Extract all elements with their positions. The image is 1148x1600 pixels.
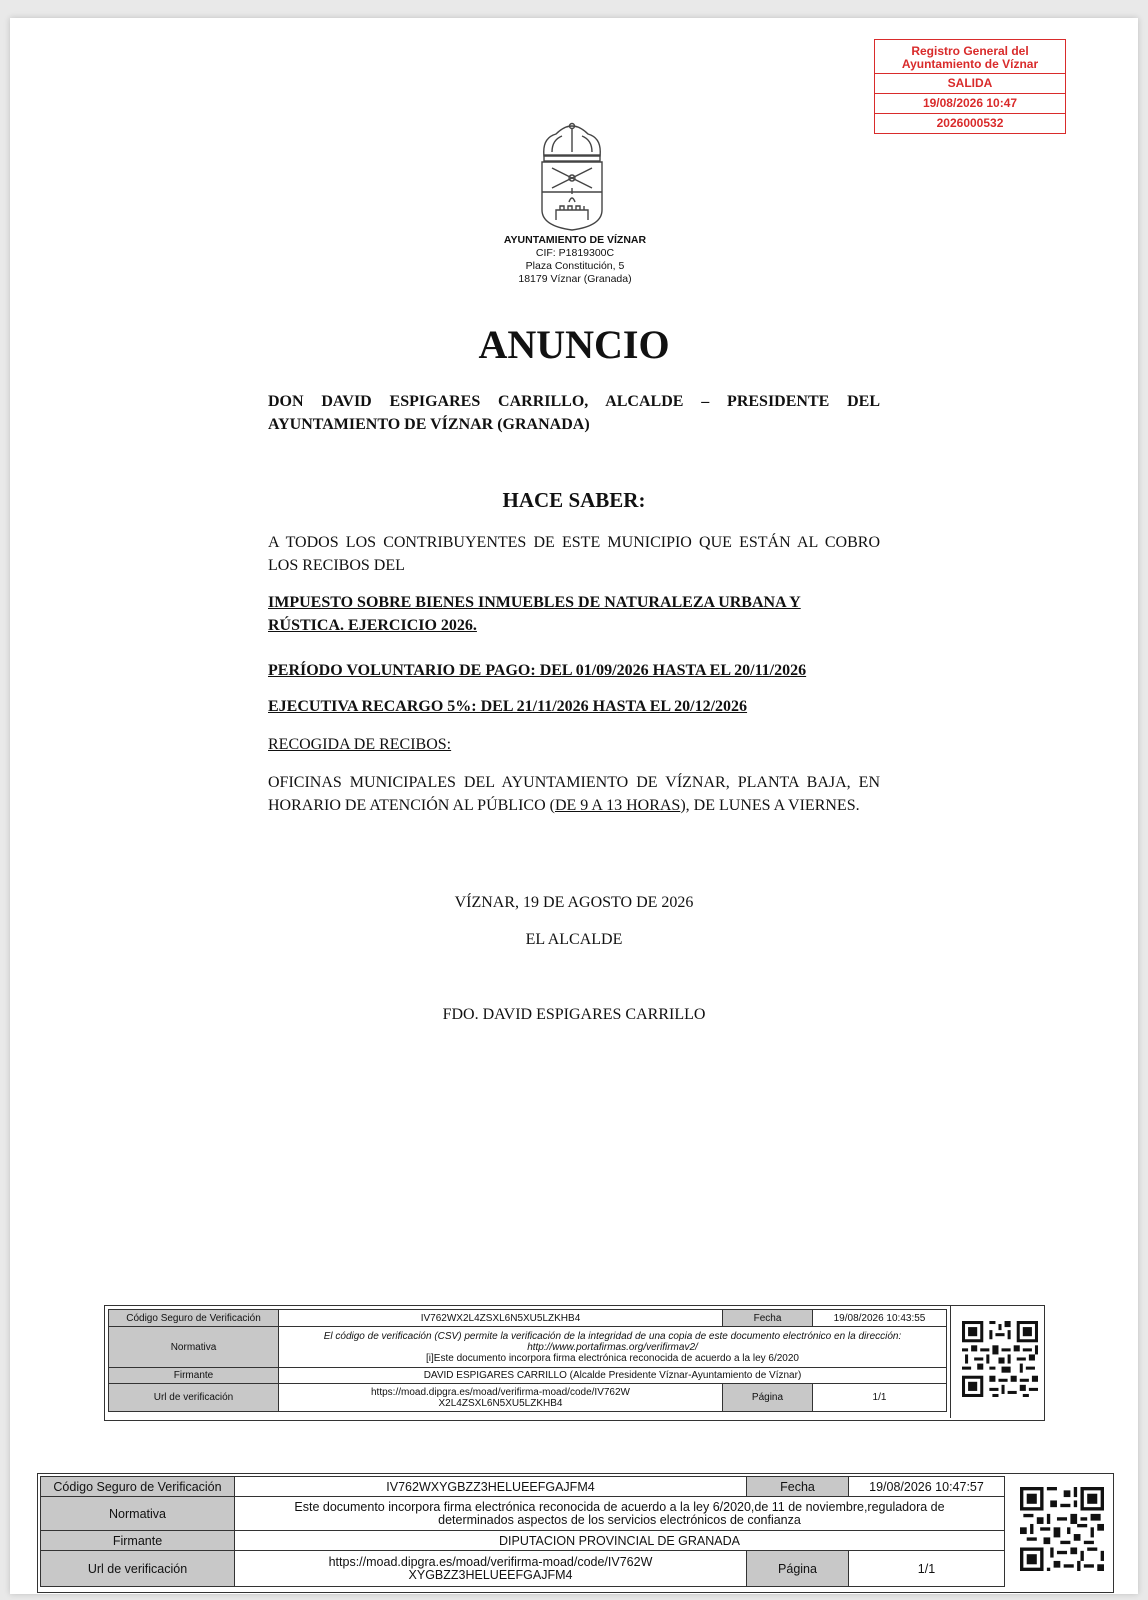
fecha-label: Fecha [747,1477,849,1497]
url-value[interactable]: https://moad.dipgra.es/moad/verifirma-moad/code/IV762WXYGBZZ3HELUEEFGAJFM4 [235,1551,747,1587]
signature-line: FDO. DAVID ESPIGARES CARRILLO [442,1006,706,1023]
hace-saber-heading: HACE SABER: [502,488,646,512]
fecha-label: Fecha [723,1310,813,1327]
place-date: VÍZNAR, 19 DE AGOSTO DE 2026 [454,894,694,911]
stamp-type: SALIDA [875,73,1065,93]
qr-divider [950,1306,951,1418]
org-cif: CIF: P1819300C [535,247,615,259]
url-label: Url de verificación [109,1384,279,1412]
org-city: 18179 Víznar (Granada) [518,273,632,285]
issuer-line: DON DAVID ESPIGARES CARRILLO, ALCALDE – PRESIDENTE DEL AYUNTAMIENTO DE VÍZNAR (GRANADA) [268,393,880,433]
qr-code-icon [1020,1487,1104,1571]
normativa-label: Normativa [41,1497,235,1531]
firmante-label: Firmante [41,1531,235,1551]
org-name: AYUNTAMIENTO DE VÍZNAR [503,234,647,246]
tax-title: IMPUESTO SOBRE BIENES INMUEBLES DE NATURALEZA URBANA Y RÚSTICA. EJERCICIO 2026. [268,594,801,634]
municipality-header [420,234,730,286]
stamp-title: Registro General del Ayuntamiento de Víznar [901,44,1039,71]
normativa-line-2: [i]Este documento incorpora firma electrónica reconocida de acuerdo a la ley 6/2020 [426,1352,799,1364]
normativa-label: Normativa [109,1327,279,1368]
pagina-label: Página [747,1551,849,1587]
csv-label: Código Seguro de Verificación [109,1310,279,1327]
office-hours: DE 9 A 13 HORAS [554,797,681,814]
voluntary-period: PERÍODO VOLUNTARIO DE PAGO: DEL 01/09/2026 HASTA EL 20/11/2026 [268,662,807,679]
org-address: Plaza Constitución, 5 [525,260,625,272]
csv-value: IV762WX2L4ZSXL6N5XU5LZKHB4 [279,1310,723,1327]
stamp-datetime: 19/08/2026 10:47 [875,93,1065,113]
fecha-value: 19/08/2026 10:43:55 [813,1310,947,1327]
fecha-value: 19/08/2026 10:47:57 [849,1477,1005,1497]
firmante-label: Firmante [109,1368,279,1384]
firmante-value: DAVID ESPIGARES CARRILLO (Alcalde Presidente Víznar-Ayuntamiento de Víznar) [279,1368,947,1384]
doc-title: ANUNCIO [478,322,670,367]
normativa-value: Este documento incorpora firma electrónica reconocida de acuerdo a la ley 6/2020,de 11 de noviembre,reguladora de determinados aspectos de los servicios electrónicos de confianza [235,1497,1005,1531]
verification-table-2 [40,1476,1005,1587]
csv-value: IV762WXYGBZZ3HELUEEFGAJFM4 [235,1477,747,1497]
pagina-label: Página [723,1384,813,1412]
pagina-value: 1/1 [849,1551,1005,1587]
collection-heading: RECOGIDA DE RECIBOS: [268,736,452,753]
firmante-value: DIPUTACION PROVINCIAL DE GRANADA [235,1531,1005,1551]
coat-of-arms-icon [538,122,606,232]
verification-box-2 [37,1473,1114,1593]
stamp-number: 2026000532 [875,113,1065,133]
qr-code-icon [962,1321,1038,1397]
url-label: Url de verificación [41,1551,235,1587]
verification-table-1 [108,1309,947,1412]
pagina-value: 1/1 [813,1384,947,1412]
normativa-value [279,1327,947,1368]
intro-paragraph: A TODOS LOS CONTRIBUYENTES DE ESTE MUNICIPIO QUE ESTÁN AL COBRO LOS RECIBOS DEL [268,534,880,574]
registry-stamp [874,39,1066,134]
verification-box-1 [104,1305,1045,1421]
signer-role: EL ALCALDE [525,931,623,948]
executive-period: EJECUTIVA RECARGO 5%: DEL 21/11/2026 HASTA EL 20/12/2026 [268,698,748,715]
offices-paragraph [268,771,880,817]
url-value[interactable]: https://moad.dipgra.es/moad/verifirma-moad/code/IV762WX2L4ZSXL6N5XU5LZKHB4 [279,1384,723,1412]
offices-text-post: ), DE LUNES A VIERNES. [680,797,860,814]
normativa-line-1: El código de verificación (CSV) permite la verificación de la integridad de una copia de este documento electrónico en la dirección: http://www.portafirmas.org/verifirmav2/ [323,1330,902,1353]
offices-text-pre: OFICINAS MUNICIPALES DEL AYUNTAMIENTO DE VÍZNAR, PLANTA BAJA, EN HORARIO DE ATENCIÓN AL PÚBLICO ( [268,774,880,814]
csv-label: Código Seguro de Verificación [41,1477,235,1497]
